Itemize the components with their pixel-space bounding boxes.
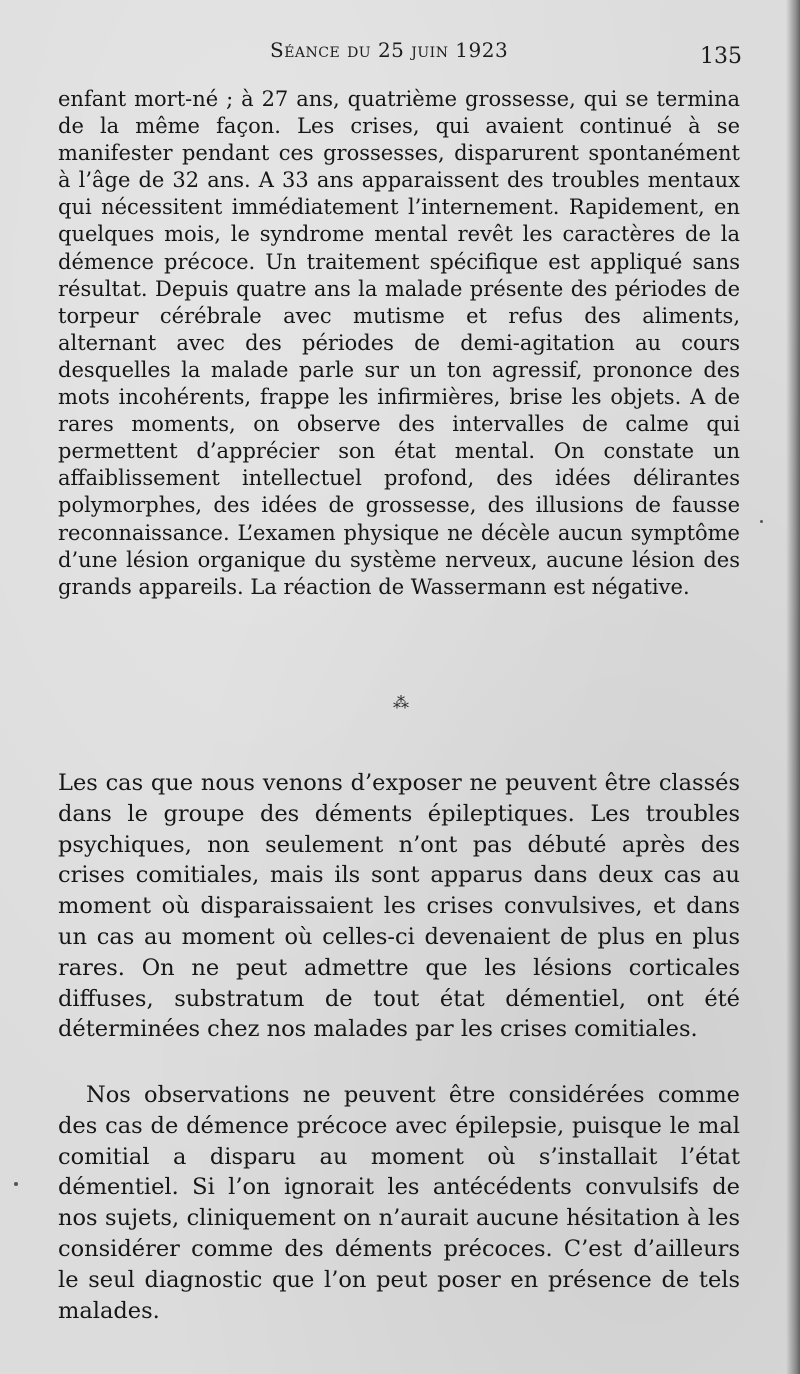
section-separator: ⁂: [393, 693, 409, 712]
page-number: 135: [700, 44, 742, 69]
running-head-prefix: Séance du: [270, 38, 378, 62]
running-head-date: 25 juin 1923: [377, 38, 509, 62]
paragraph-2-text: Les cas que nous venons d’exposer ne peuvent être classés dans le groupe des déments épileptiques. Les troubles psychiques, non seulement n’ont pas débuté après des crises comitiales, mais ils sont apparus dans deux cas au moment où disparaissaient les crises convulsives, et dans un cas au moment où celles-ci devenaient de plus en plus rares. On ne peut admettre que les lésions corticales diffuses, substratum de tout état démentiel, ont été déterminées chez nos malades par les crises comitiales.: [58, 770, 740, 1043]
body-paragraph-2: [58, 768, 740, 1045]
page-edge-shadow: [786, 0, 800, 1374]
running-head: [270, 38, 508, 62]
paragraph-1-text: enfant mort-né ; à 27 ans, quatrième grossesse, qui se termina de la même façon. Les crises, qui avaient continué à se manifester pendant ces grossesses, disparurent spontanément à l’âge de 32 ans. A 33 ans apparaissent des troubles mentaux qui nécessitent immédiatement l’internement. Rapidement, en quelques mois, le syndrome mental revêt les caractères de la démence précoce. Un traitement spécifique est appliqué sans résultat. Depuis quatre ans la malade présente des périodes de torpeur cérébrale avec mutisme et refus des aliments, alternant avec des périodes de demi-agitation au cours desquelles la malade parle sur un ton agressif, prononce des mots incohérents, frappe les infirmières, brise les objets. A de rares moments, on observe des intervalles de calme qui permettent d’apprécier son état mental. On constate un affaiblissement intellectuel profond, des idées délirantes polymorphes, des idées de grossesse, des illusions de fausse reconnaissance. L’examen physique ne décèle aucun symptôme d’une lésion organique du système nerveux, aucune lésion des grands appareils. La réaction de Wassermann est négative.: [58, 87, 740, 599]
paper-speck: [14, 1182, 18, 1186]
body-paragraph-3: [58, 1080, 740, 1326]
paper-speck: [760, 520, 763, 523]
paragraph-3-text: Nos observations ne peuvent être considérées comme des cas de démence précoce avec épilepsie, puisque le mal comitial a disparu au moment où s’installait l’état démentiel. Si l’on ignorait les antécédents convulsifs de nos sujets, cliniquement on n’aurait aucune hésitation à les considérer comme des déments précoces. C’est d’ailleurs le seul diagnostic que l’on peut poser en présence de tels malades.: [58, 1082, 740, 1324]
body-paragraph-1: [58, 86, 740, 601]
